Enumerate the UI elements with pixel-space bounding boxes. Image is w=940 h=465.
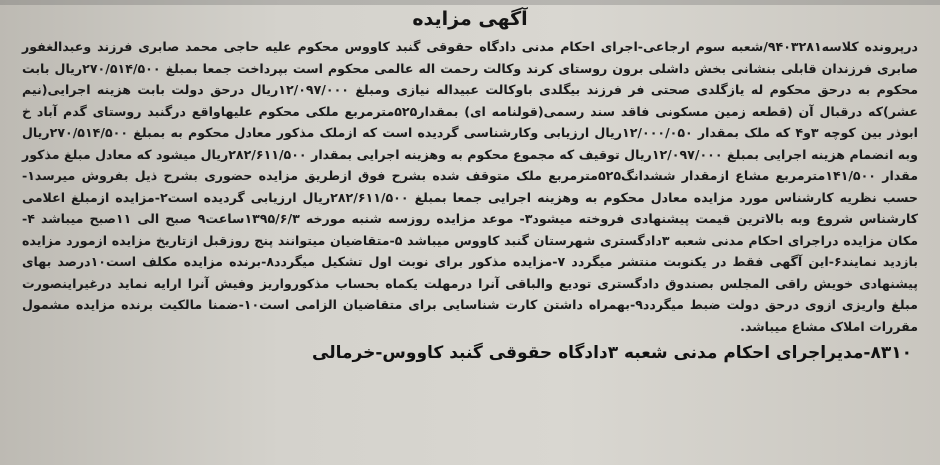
notice-title: آگهی مزایده [412,8,528,30]
notice-body: درپرونده کلاسه۹۴۰۳۲۸۱/شعبه سوم ارجاعی-اجرای احکام مدنی دادگاه حقوقی گنبد کاووس محکوم علیه حاجی محمد صابری فرزند وعبدالغفور صابری فرزندان قابلی بنشانی بخش داشلی برون روستای کرند وکالت رحمت اله عالمی محکوم است بپرداخت جمعا بمبلغ ۲۷۰/۵۱۴/۵۰۰ریال بابت محکوم به درحق محکوم له یازگلدی صحتی فر فرزند بیگلدی باوکالت عبیداله نیازی ومبلغ ۱۲/۰۹۷/۰۰۰ریال درحق دولت بابت هزینه اجرایی(نیم عشر)که درقبال آن (قطعه زمین مسکونی فاقد سند رسمی(قولنامه ای) بمقدار۵۲۵مترمربع ملکی محکوم علیهاواقع درگنبد روستای گدم آباد خ ابوذر بین کوچه ۳و۴ که ملک بمقدار ۱۲/۰۰۰/۰۵۰ریال ارزیابی وکارشناسی گردیده است که ازملک مذکور معادل محکوم به بمبلغ ۲۷۰/۵۱۴/۵۰۰ریال وبه انضمام هزینه اجرایی بمبلغ ۱۲/۰۹۷/۰۰۰ریال توقیف که مجموع محکوم به وهزینه اجرایی بمقدار ۲۸۲/۶۱۱/۵۰۰ریال میشود که معادل مبلغ مذکور مقدار ۱۴۱/۵۰۰مترمربع مشاع ازمقدار ششدانگ۵۲۵مترمربع ملک متوقف شده بشرح فوق ازطریق مزایده حضوری بشرح ذیل بفروش میرسد۱- حسب نظریه کارشناس مورد مزایده معادل محکوم به وهزینه اجرایی جمعا بمبلغ ۲۸۲/۶۱۱/۵۰۰ریال ارزیابی گردیده است۲-مزایده ازمبلغ اعلامی کارشناس شروع وبه بالاترین قیمت پیشنهادی فروخته میشود۳- موعد مزایده روزسه شنبه مورخه ۱۳۹۵/۶/۳ساعت۹ صبح الی ۱۱صبح میباشد ۴-مکان مزایده دراجرای احکام مدنی شعبه ۳دادگستری شهرستان گنبد کاووس میباشد ۵-متقاضیان میتوانند پنج روزقبل ازتاریخ مزایده ازمورد مزایده بازدید نمایند۶-این آگهی فقط در یکنوبت منتشر میگردد ۷-مزایده مذکور برای نوبت اول تشکیل میگردد۸-برنده مزایده مکلف است۱۰درصد بهای پیشنهادی خویش راقی المجلس بصندوق دادگستری تودیع والباقی آنرا درمهلت یکماه بحساب مذکورواریز وفیش آنرا ارایه نماید درغیراینصورت مبلغ واریزی ازوی درحق دولت ضبط میگردد۹-بهمراه داشتن کارت شناسایی برای متقاضیان الزامی است۱۰-ضمنا مالکیت برنده مزایده مشمول مقررات املاک مشاع میباشد. [22,39,919,334]
notice-signature: ۸۳۱۰-مدیراجرای احکام مدنی شعبه ۳دادگاه حقوقی گنبد کاووس-خرمالی [312,343,912,363]
print-bleed [0,0,940,5]
